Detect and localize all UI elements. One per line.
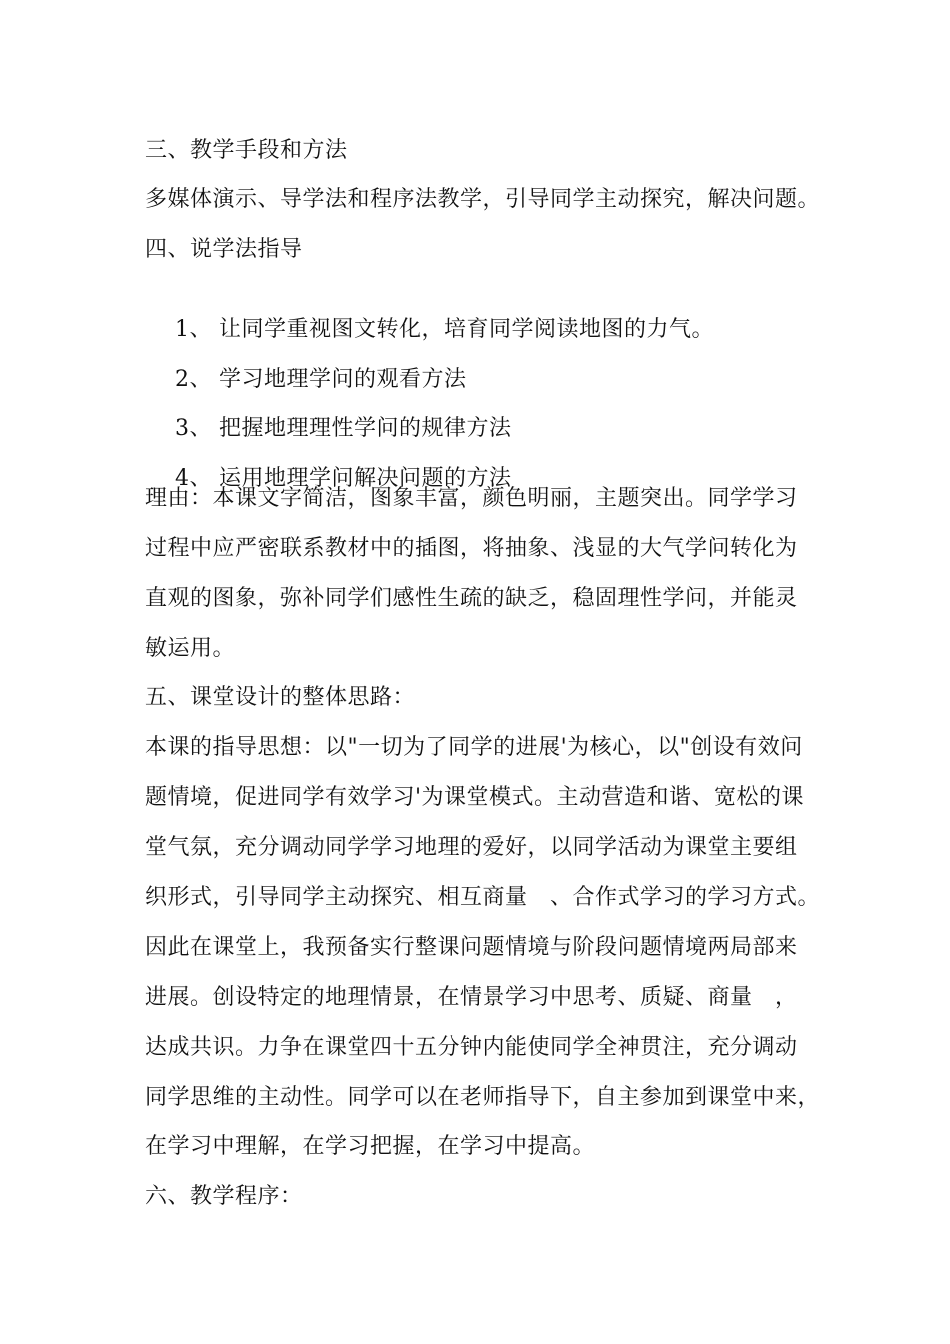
section-5-paragraph-line: 织形式，引导同学主动探究、相互商量 、合作式学习的学习方式。: [145, 885, 821, 910]
section-5-paragraph-line: 在学习中理解，在学习把握，在学习中提高。: [145, 1134, 596, 1159]
section-5-paragraph-line: 达成共识。力争在课堂四十五分钟内能使同学全神贯注，充分调动: [145, 1035, 798, 1060]
section-5-heading: 五、课堂设计的整体思路：: [145, 685, 416, 710]
list-item-number: 2、: [174, 367, 212, 392]
reason-paragraph-line: 敏运用。: [145, 636, 236, 661]
section-5-paragraph-line: 因此在课堂上，我预备实行整课问题情境与阶段问题情境两局部来: [145, 935, 798, 960]
section-5-paragraph-line: 题情境，促进同学有效学习'为课堂模式。主动营造和谐、宽松的课: [145, 785, 805, 810]
section-5-paragraph-line: 同学思维的主动性。同学可以在老师指导下，自主参加到课堂中来，: [145, 1085, 821, 1110]
reason-paragraph-line: 过程中应严密联系教材中的插图，将抽象、浅显的大气学问转化为: [145, 536, 798, 561]
list-item-text: 学习地理学问的观看方法: [218, 367, 467, 392]
section-4-heading: 四、说学法指导: [145, 237, 303, 262]
reason-paragraph-line: 理由：本课文字简洁，图象丰富，颜色明丽，主题突出。同学学习: [145, 486, 798, 511]
list-item-text: 把握地理理性学问的规律方法: [218, 416, 512, 441]
section-3-body: 多媒体演示、导学法和程序法教学，引导同学主动探究，解决问题。: [145, 187, 821, 212]
section-3-heading: 三、教学手段和方法: [145, 138, 348, 163]
section-6-heading: 六、教学程序：: [145, 1184, 303, 1209]
reason-paragraph-line: 直观的图象，弥补同学们感性生疏的缺乏，稳固理性学问，并能灵: [145, 586, 798, 611]
list-item-text: 运用地理学问解决问题的方法: [218, 466, 512, 491]
section-5-paragraph-line: 堂气氛，充分调动同学学习地理的爱好，以同学活动为课堂主要组: [145, 835, 798, 860]
list-item-number: 3、: [174, 416, 212, 441]
list-item-number: 4、: [174, 466, 212, 491]
list-item-number: 1、: [174, 317, 212, 342]
section-5-paragraph-line: 进展。创设特定的地理情景，在情景学习中思考、质疑、商量 ，: [145, 985, 798, 1010]
section-5-paragraph-line: 本课的指导思想：以"一切为了同学的进展'为核心，以"创设有效问: [145, 735, 803, 760]
list-item-text: 让同学重视图文转化，培育同学阅读地图的力气。: [218, 317, 714, 342]
